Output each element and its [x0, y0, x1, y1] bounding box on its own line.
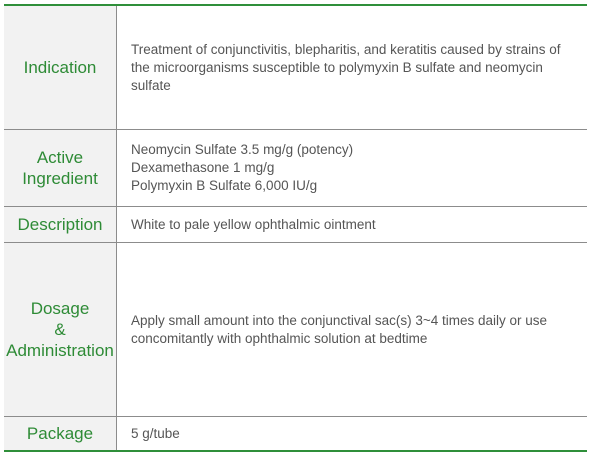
row-label-indication [4, 5, 117, 130]
row-value-active-ingredient [117, 130, 588, 207]
indication-label: Indication [23, 58, 97, 77]
description-label: Description [17, 215, 103, 234]
ingredient-neomycin: Neomycin Sulfate 3.5 mg/g (potency) [131, 142, 354, 157]
row-label-active-ingredient [4, 130, 117, 207]
row-label-package [4, 417, 117, 452]
table-row-description [4, 207, 587, 243]
indication-value: Treatment of conjunctivitis, blepharitis, and keratitis caused by strains of the microorganisms susceptible to polymyxin B sulfate and neomycin sulfate [131, 41, 561, 93]
package-value: 5 g/tube [131, 425, 180, 441]
package-label: Package [26, 424, 94, 443]
row-value-package [117, 417, 588, 452]
active-ingredient-label: Active Ingredient [22, 148, 98, 188]
row-value-dosage [117, 243, 588, 417]
row-label-dosage [4, 243, 117, 417]
dosage-value: Apply small amount into the conjunctival sac(s) 3~4 times daily or use concomitantly with ophthalmic solution at bedtime [131, 312, 548, 346]
dosage-label: Dosage & Administration [6, 299, 114, 360]
table-row-dosage [4, 243, 587, 417]
row-value-description [117, 207, 588, 243]
ingredient-polymyxin: Polymyxin B Sulfate 6,000 IU/g [131, 178, 318, 193]
table-row-package [4, 417, 587, 452]
table-row-indication [4, 5, 587, 130]
row-label-description [4, 207, 117, 243]
description-value: White to pale yellow ophthalmic ointment [131, 216, 376, 232]
row-value-indication [117, 5, 588, 130]
product-spec-table [4, 4, 587, 452]
ingredient-dexamethasone: Dexamethasone 1 mg/g [131, 160, 275, 175]
table-row-active-ingredient [4, 130, 587, 207]
